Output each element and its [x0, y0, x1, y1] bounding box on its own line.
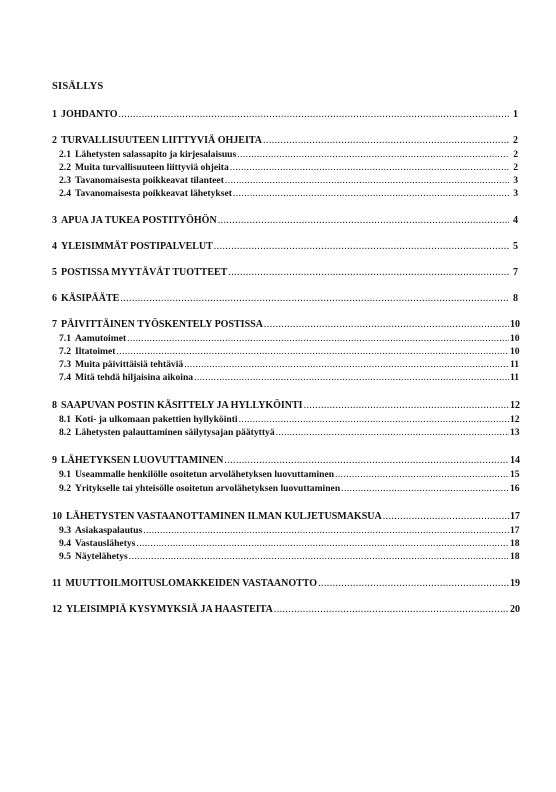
- toc-entry[interactable]: [52, 109, 518, 121]
- toc-entry-title: Lähetysten salassapito ja kirjesalaisuus: [75, 149, 237, 160]
- toc-entry-title: Aamutoimet: [75, 333, 127, 344]
- toc-entry-title: Asiakaspalautus: [75, 525, 143, 536]
- dot-leader: [129, 551, 509, 563]
- toc-entry-title: TURVALLISUUTEEN LIITTYVIÄ OHJEITA: [61, 135, 263, 146]
- toc-entry-title: Koti- ja ulkomaan pakettien hyllyköinti: [75, 414, 238, 425]
- toc-entry-page: 1: [513, 109, 518, 120]
- toc-entry-number: 12: [52, 604, 62, 615]
- dot-leader: [120, 293, 509, 305]
- toc-entry-page: 18: [510, 551, 520, 562]
- toc-entry-number: 7.2: [59, 346, 71, 357]
- dot-leader: [119, 109, 510, 121]
- dot-leader: [218, 215, 509, 227]
- toc-entry-title: Vastauslähetys: [75, 538, 136, 549]
- toc-entry-title: Useammalle henkilölle osoitetun arvolähetyksen luovuttaminen: [75, 469, 335, 480]
- dot-leader: [263, 135, 509, 147]
- toc-subentry[interactable]: [59, 538, 518, 550]
- dot-leader: [264, 319, 509, 331]
- toc-entry-page: 17: [510, 525, 520, 536]
- toc-entry-number: 2.2: [59, 162, 71, 173]
- dot-leader: [136, 538, 509, 550]
- toc-subentry[interactable]: [59, 333, 518, 345]
- toc-entry-number: 7: [52, 319, 57, 330]
- toc-entry-number: 2.3: [59, 175, 71, 186]
- toc-entry-number: 9.4: [59, 538, 71, 549]
- toc-entry-number: 9.1: [59, 469, 71, 480]
- dot-leader: [225, 175, 509, 187]
- dot-leader: [117, 346, 510, 358]
- toc-subentry[interactable]: [59, 188, 518, 200]
- toc-entry-title: SAAPUVAN POSTIN KÄSITTELY JA HYLLYKÖINTI: [61, 400, 303, 411]
- toc-subentry[interactable]: [59, 469, 518, 481]
- dot-leader: [341, 483, 509, 495]
- toc-entry-number: 8: [52, 400, 57, 411]
- toc-entry[interactable]: [52, 578, 518, 590]
- dot-leader: [143, 525, 509, 537]
- toc-entry-title: Näytelähetys: [75, 551, 128, 562]
- toc-entry-page: 10: [510, 333, 520, 344]
- toc-entry-title: Tavanomaisesta poikkeavat tilanteet: [75, 175, 224, 186]
- toc-entry[interactable]: [52, 319, 518, 331]
- toc-entry-page: 18: [510, 538, 520, 549]
- toc-entry-number: 9.3: [59, 525, 71, 536]
- dot-leader: [335, 469, 509, 481]
- toc-entry-title: KÄSIPÄÄTE: [61, 293, 120, 304]
- toc-entry-page: 13: [510, 427, 520, 438]
- toc-entry-number: 8.1: [59, 414, 71, 425]
- toc-entry-page: 10: [510, 346, 520, 357]
- toc-entry-page: 3: [513, 175, 518, 186]
- toc-entry[interactable]: [52, 293, 518, 305]
- toc-heading: SISÄLLYS: [52, 81, 104, 92]
- toc-entry-title: APUA JA TUKEA POSTITYÖHÖN: [61, 215, 217, 226]
- toc-subentry[interactable]: [59, 372, 518, 384]
- toc-entry-number: 7.3: [59, 359, 71, 370]
- toc-subentry[interactable]: [59, 346, 518, 358]
- toc-entry-number: 11: [52, 578, 62, 589]
- toc-entry-page: 5: [513, 241, 518, 252]
- toc-entry-number: 2.4: [59, 188, 71, 199]
- toc-entry-number: 9: [52, 455, 57, 466]
- toc-entry-page: 7: [513, 267, 518, 278]
- dot-leader: [304, 400, 509, 412]
- dot-leader: [276, 427, 509, 439]
- dot-leader: [230, 162, 509, 174]
- toc-entry-page: 20: [510, 604, 520, 615]
- dot-leader: [228, 267, 509, 279]
- toc-entry-title: Muita päivittäisiä tehtäviä: [75, 359, 184, 370]
- toc-subentry[interactable]: [59, 551, 518, 563]
- toc-entry-title: Muita turvallisuuteen liittyviä ohjeita: [75, 162, 229, 173]
- toc-entry-page: 4: [513, 215, 518, 226]
- toc-entry[interactable]: [52, 241, 518, 253]
- toc-entry[interactable]: [52, 604, 518, 616]
- dot-leader: [194, 372, 509, 384]
- toc-entry-page: 14: [510, 455, 520, 466]
- toc-subentry[interactable]: [59, 414, 518, 426]
- toc-entry-number: 10: [52, 511, 62, 522]
- toc-entry-page: 3: [513, 188, 518, 199]
- toc-subentry[interactable]: [59, 162, 518, 174]
- toc-entry-title: YLEISIMMÄT POSTIPALVELUT: [61, 241, 213, 252]
- toc-entry-title: Yritykselle tai yhteisölle osoitetun arvolähetyksen luovuttaminen: [75, 483, 341, 494]
- dot-leader: [127, 333, 509, 345]
- toc-entry-page: 8: [513, 293, 518, 304]
- dot-leader: [274, 604, 509, 616]
- toc-entry-page: 2: [513, 162, 518, 173]
- toc-entry[interactable]: [52, 215, 518, 227]
- dot-leader: [237, 149, 509, 161]
- toc-entry-page: 2: [513, 135, 518, 146]
- toc-entry-number: 2: [52, 135, 57, 146]
- toc-entry[interactable]: [52, 400, 518, 412]
- toc-entry[interactable]: [52, 267, 518, 279]
- toc-entry-page: 11: [510, 359, 520, 370]
- toc-entry-number: 9.2: [59, 483, 71, 494]
- toc-entry-number: 7.4: [59, 372, 71, 383]
- toc-entry-title: Iltatoimet: [75, 346, 116, 357]
- toc-subentry[interactable]: [59, 427, 518, 439]
- toc-entry-title: Tavanomaisesta poikkeavat lähetykset: [75, 188, 232, 199]
- toc-entry-number: 4: [52, 241, 57, 252]
- toc-entry-title: POSTISSA MYYTÄVÄT TUOTTEET: [61, 267, 228, 278]
- toc-entry[interactable]: [52, 135, 518, 147]
- dot-leader: [184, 359, 509, 371]
- toc-entry[interactable]: [52, 511, 518, 523]
- toc-entry-title: JOHDANTO: [61, 109, 118, 120]
- toc-subentry[interactable]: [59, 175, 518, 187]
- toc-entry-number: 9.5: [59, 551, 71, 562]
- dot-leader: [214, 241, 509, 253]
- toc-subentry[interactable]: [59, 359, 518, 371]
- toc-entry-page: 2: [513, 149, 518, 160]
- toc-entry-title: LÄHETYSTEN VASTAANOTTAMINEN ILMAN KULJETUSMAKSUA: [66, 511, 382, 522]
- toc-entry-title: LÄHETYKSEN LUOVUTTAMINEN: [61, 455, 224, 466]
- toc-entry-number: 1: [52, 109, 57, 120]
- toc-entry-page: 11: [510, 372, 520, 383]
- toc-entry-page: 12: [510, 414, 520, 425]
- toc-entry-number: 2.1: [59, 149, 71, 160]
- dot-leader: [383, 511, 509, 523]
- toc-entry[interactable]: [52, 455, 518, 467]
- toc-subentry[interactable]: [59, 149, 518, 161]
- dot-leader: [233, 188, 509, 200]
- toc-entry-number: 5: [52, 267, 57, 278]
- toc-entry-title: MUUTTOILMOITUSLOMAKKEIDEN VASTAANOTTO: [65, 578, 318, 589]
- toc-entry-page: 10: [510, 319, 520, 330]
- toc-entry-page: 12: [510, 400, 520, 411]
- toc-entry-page: 17: [510, 511, 520, 522]
- toc-subentry[interactable]: [59, 483, 518, 495]
- toc-entry-number: 8.2: [59, 427, 71, 438]
- dot-leader: [239, 414, 509, 426]
- dot-leader: [224, 455, 509, 467]
- toc-entry-title: Lähetysten palauttaminen säilytysajan päätyttyä: [75, 427, 275, 438]
- toc-subentry[interactable]: [59, 525, 518, 537]
- toc-entry-page: 15: [510, 469, 520, 480]
- toc-entry-title: PÄIVITTÄINEN TYÖSKENTELY POSTISSA: [61, 319, 263, 330]
- toc-entry-title: YLEISIMPIÄ KYSYMYKSIÄ JA HAASTEITA: [66, 604, 273, 615]
- dot-leader: [318, 578, 509, 590]
- toc-entry-number: 3: [52, 215, 57, 226]
- toc-entry-number: 7.1: [59, 333, 71, 344]
- toc-entry-number: 6: [52, 293, 57, 304]
- toc-entry-title: Mitä tehdä hiljaisina aikoina: [75, 372, 194, 383]
- toc-entry-page: 19: [510, 578, 520, 589]
- toc-entry-page: 16: [510, 483, 520, 494]
